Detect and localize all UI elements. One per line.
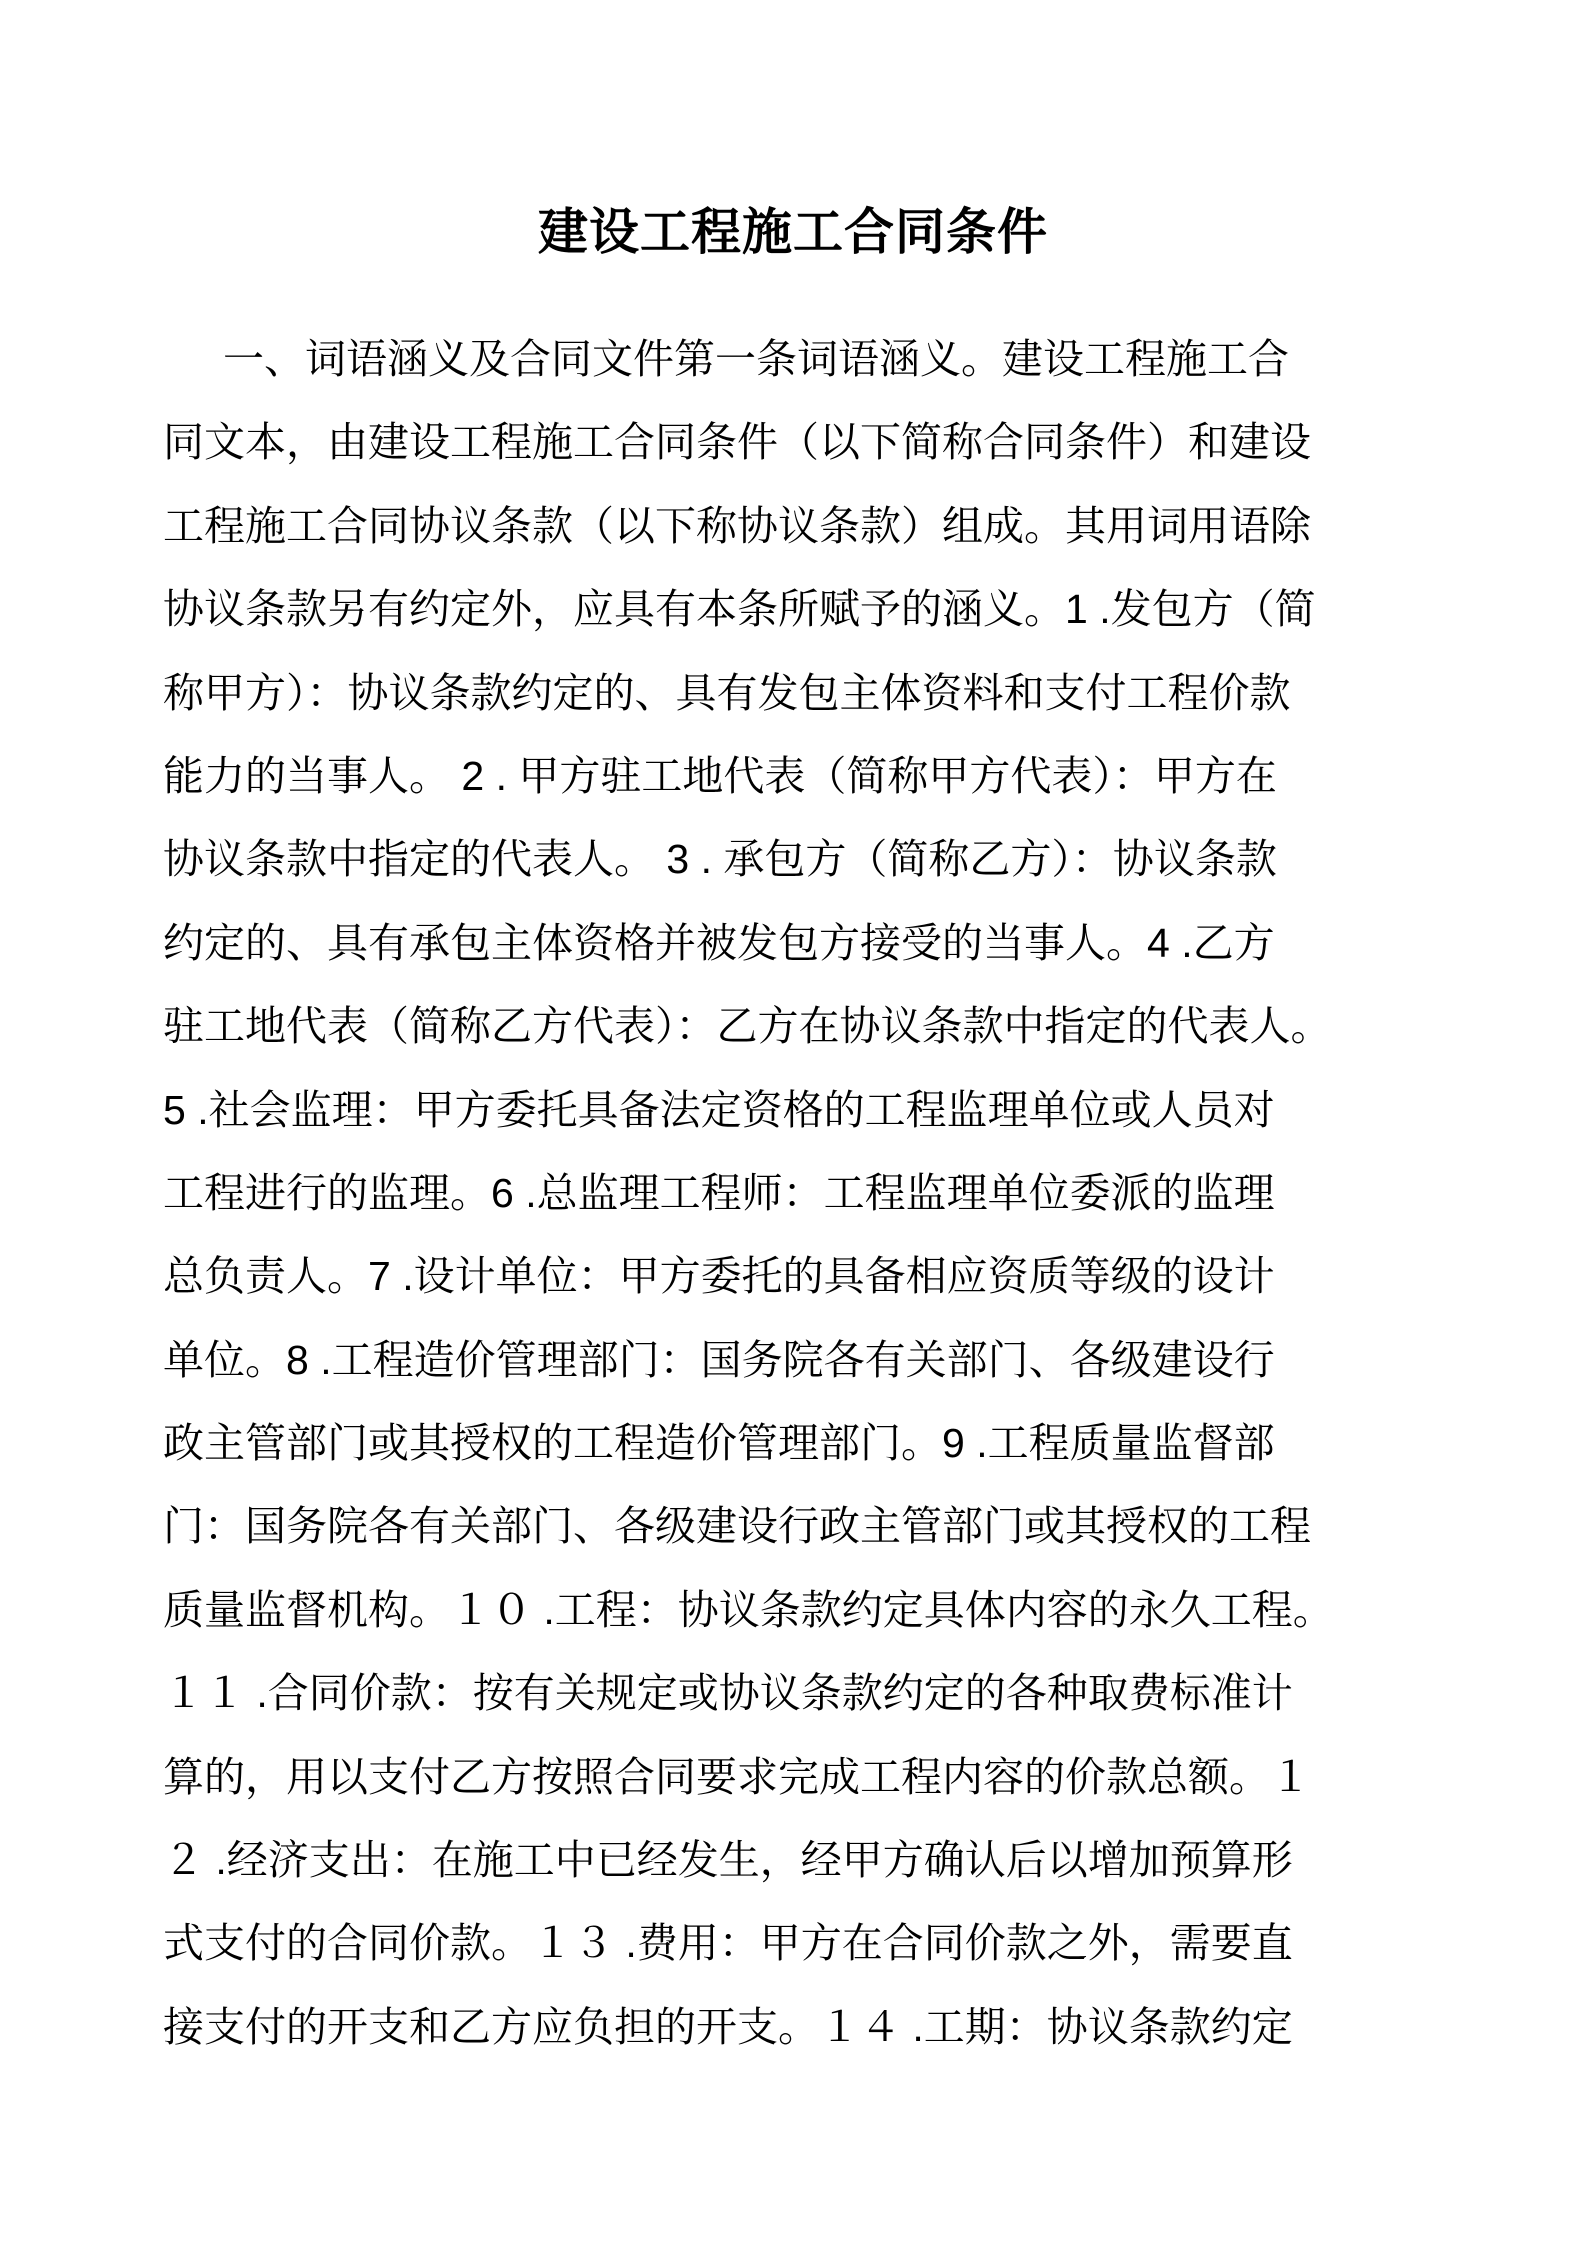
text-line: 同文本，由建设工程施工合同条件（以下简称合同条件）和建设 [163, 419, 1311, 466]
text-line: 门：国务院各有关部门、各级建设行政主管部门或其授权的工程 [163, 1503, 1311, 1550]
text-line: １１ .合同价款：按有关规定或协议条款约定的各种取费标准计 [163, 1670, 1293, 1717]
text-line: 协议条款另有约定外，应具有本条所赋予的涵义。1 .发包方（简 [163, 586, 1316, 633]
text-line: 驻工地代表（简称乙方代表）：乙方在协议条款中指定的代表人。 [163, 1003, 1332, 1050]
text-line: 约定的、具有承包主体资格并被发包方接受的当事人。4 .乙方 [163, 919, 1275, 966]
text-line: 接支付的开支和乙方应负担的开支。１４ .工期：协议条款约定 [163, 2003, 1293, 2050]
text-line: 单位。8 .工程造价管理部门：国务院各有关部门、各级建设行 [163, 1336, 1275, 1383]
text-line: 算的，用以支付乙方按照合同要求完成工程内容的价款总额。１ [163, 1753, 1311, 1800]
text-line: 称甲方）：协议条款约定的、具有发包主体资料和支付工程价款 [163, 669, 1291, 716]
document-title: 建设工程施工合同条件 [538, 204, 1048, 260]
text-line: 一、词语涵义及合同文件第一条词语涵义。建设工程施工合 [223, 336, 1289, 382]
text-line: 式支付的合同价款。１３ .费用：甲方在合同价款之外，需要直 [163, 1920, 1293, 1967]
text-line: 协议条款中指定的代表人。 3 . 承包方（简称乙方）：协议条款 [163, 836, 1277, 883]
document-body [163, 318, 1423, 2069]
text-line: 5 .社会监理：甲方委托具备法定资格的工程监理单位或人员对 [163, 1086, 1275, 1133]
text-line: 工程施工合同协议条款（以下称协议条款）组成。其用词用语除 [163, 502, 1311, 549]
text-line: 政主管部门或其授权的工程造价管理部门。9 .工程质量监督部 [163, 1420, 1275, 1467]
text-line: 总负责人。7 .设计单位：甲方委托的具备相应资质等级的设计 [163, 1253, 1275, 1300]
text-line: 质量监督机构。１０ .工程：协议条款约定具体内容的永久工程。 [163, 1586, 1334, 1633]
text-line: 能力的当事人。 2 . 甲方驻工地代表（简称甲方代表）：甲方在 [163, 752, 1277, 799]
text-line: 工程进行的监理。6 .总监理工程师：工程监理单位委派的监理 [163, 1169, 1275, 1216]
text-line: ２ .经济支出：在施工中已经发生，经甲方确认后以增加预算形 [163, 1837, 1293, 1884]
